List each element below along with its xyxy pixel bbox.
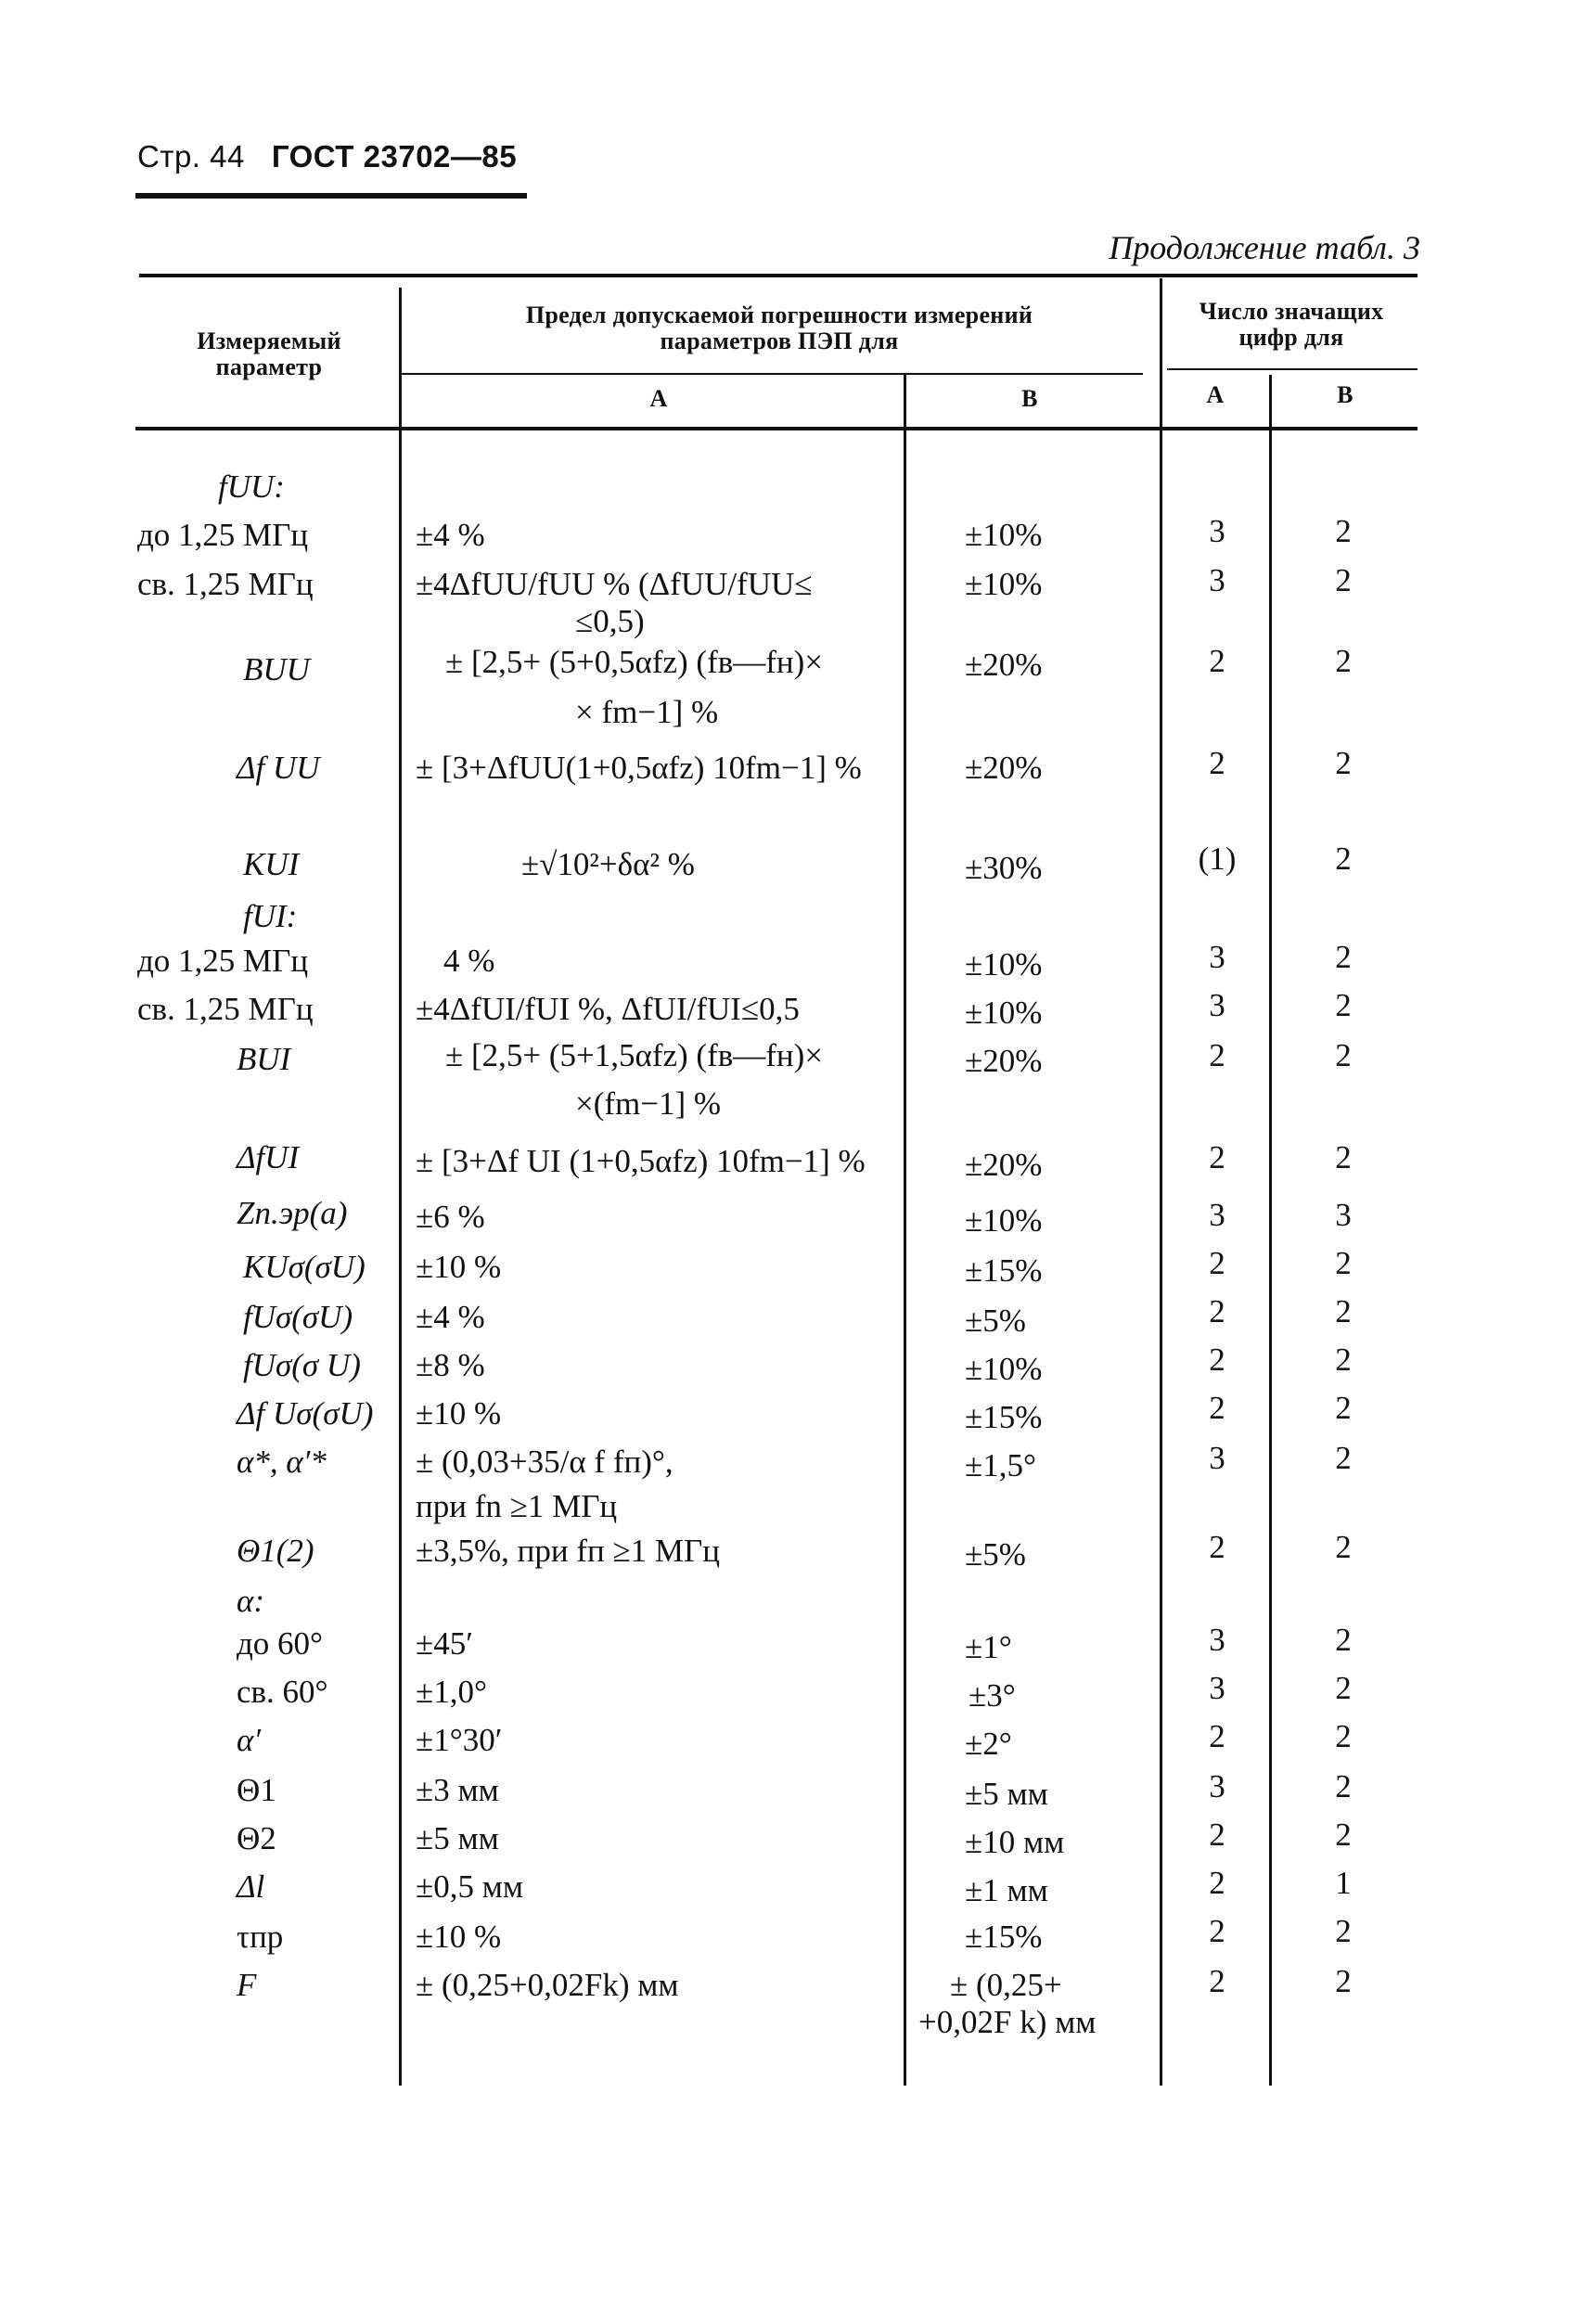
row-limit-a: ±0,5 мм bbox=[416, 1868, 524, 1905]
row-digits-b: 2 bbox=[1335, 1817, 1352, 1853]
header-significant-digits: Число значащих цифр для bbox=[1199, 298, 1384, 351]
row-digits-b: 2 bbox=[1335, 1529, 1352, 1565]
row-digits-b: 2 bbox=[1335, 1718, 1352, 1754]
row-limit-b: ±20% bbox=[965, 1147, 1043, 1183]
row-limit-a: ± [3+Δf UI (1+0,5αfz) 10fm−1] % bbox=[416, 1143, 866, 1179]
row-limit-b: ±10 мм bbox=[965, 1824, 1065, 1860]
row-param: до 1,25 МГц bbox=[137, 943, 309, 979]
row-limit-b: ±20% bbox=[965, 1043, 1043, 1079]
row-digits-b: 2 bbox=[1335, 745, 1352, 781]
row-digits-b: 2 bbox=[1335, 513, 1352, 549]
row-digits-a: (1) bbox=[1198, 841, 1237, 877]
row-digits-b: 2 bbox=[1335, 841, 1352, 877]
row-digits-a: 3 bbox=[1209, 1768, 1225, 1804]
row-limit-b: ±10% bbox=[965, 946, 1043, 982]
row-limit-b: ± (0,25+ bbox=[950, 1967, 1062, 2003]
row-limit-a: ± [2,5+ (5+1,5αfz) (fв—fн)× bbox=[445, 1037, 824, 1073]
row-digits-b: 2 bbox=[1335, 643, 1352, 679]
header-limit-a: А bbox=[649, 385, 668, 412]
row-param: Δf UU bbox=[237, 750, 320, 786]
row-digits-a: 3 bbox=[1209, 1622, 1225, 1658]
row-digits-b: 2 bbox=[1335, 1670, 1352, 1706]
col-divider-1 bbox=[399, 288, 402, 2086]
row-digits-a: 2 bbox=[1209, 1817, 1225, 1853]
table-continuation-label: Продолжение табл. 3 bbox=[1109, 229, 1420, 266]
header-digits-a: А bbox=[1206, 381, 1225, 408]
row-limit-a: ± [3+ΔfUU(1+0,5αfz) 10fm−1] % bbox=[416, 750, 862, 786]
row-limit-a: ± (0,25+0,02Fk) мм bbox=[416, 1967, 679, 2003]
row-digits-a: 2 bbox=[1209, 1718, 1225, 1754]
row-digits-b: 2 bbox=[1335, 1139, 1352, 1175]
row-digits-a: 2 bbox=[1209, 1245, 1225, 1281]
row-param: fUσ(σ U) bbox=[243, 1347, 361, 1383]
row-limit-b: ±1° bbox=[965, 1629, 1012, 1665]
row-digits-a: 2 bbox=[1209, 1963, 1225, 1999]
row-digits-b: 3 bbox=[1335, 1197, 1352, 1233]
row-limit-a: ±1°30′ bbox=[416, 1722, 503, 1758]
row-limit-a: ±8 % bbox=[416, 1347, 485, 1383]
col-divider-3 bbox=[1160, 278, 1162, 2086]
row-digits-b: 2 bbox=[1335, 1037, 1352, 1073]
row-digits-a: 3 bbox=[1209, 987, 1225, 1023]
row-param: BUU bbox=[243, 651, 310, 687]
row-digits-a: 2 bbox=[1209, 1342, 1225, 1378]
row-limit-b-cont: +0,02F k) мм bbox=[918, 2004, 1097, 2040]
row-param: fUU: bbox=[218, 469, 285, 505]
row-limit-a: ±6 % bbox=[416, 1199, 485, 1235]
row-limit-b: ±1,5° bbox=[965, 1447, 1036, 1483]
row-limit-a-cont: при fn ≥1 МГц bbox=[416, 1488, 618, 1524]
row-limit-b: ±10% bbox=[965, 517, 1043, 553]
row-digits-b: 2 bbox=[1335, 1342, 1352, 1378]
digits-subheader-rule bbox=[1167, 368, 1418, 370]
row-limit-a: ±4 % bbox=[416, 1299, 485, 1335]
header-measured-parameter: Измеряемый параметр bbox=[197, 327, 341, 380]
row-limit-a: ±10 % bbox=[416, 1249, 502, 1285]
row-param: до 60° bbox=[237, 1625, 324, 1662]
row-param: α*, α′* bbox=[237, 1444, 327, 1480]
row-param: св. 1,25 МГц bbox=[137, 991, 314, 1027]
row-param: KUσ(σU) bbox=[243, 1249, 366, 1285]
row-param: α′ bbox=[237, 1722, 262, 1758]
row-limit-b: ±20% bbox=[965, 750, 1043, 786]
row-param: τпр bbox=[237, 1919, 284, 1955]
row-limit-a: ±√10²+δα² % bbox=[521, 846, 695, 882]
row-param: fUI: bbox=[243, 898, 298, 934]
row-digits-b: 2 bbox=[1335, 939, 1352, 975]
col-divider-4 bbox=[1269, 375, 1272, 2086]
standard-id: ГОСТ 23702—85 bbox=[271, 139, 518, 173]
row-limit-b: ±15% bbox=[965, 1919, 1043, 1955]
row-limit-b: ±30% bbox=[965, 850, 1043, 886]
row-param: до 1,25 МГц bbox=[137, 517, 309, 553]
row-param: ΔfUI bbox=[237, 1139, 300, 1175]
row-digits-b: 2 bbox=[1335, 1768, 1352, 1804]
row-digits-a: 3 bbox=[1209, 1440, 1225, 1476]
row-digits-b: 2 bbox=[1335, 1293, 1352, 1329]
row-digits-b: 2 bbox=[1335, 1440, 1352, 1476]
row-limit-b: ±5% bbox=[965, 1536, 1026, 1573]
row-limit-a: ±1,0° bbox=[416, 1674, 487, 1710]
page-number: Стр. 44 bbox=[137, 139, 245, 173]
row-digits-a: 2 bbox=[1209, 1390, 1225, 1426]
row-digits-a: 2 bbox=[1209, 745, 1225, 781]
row-digits-a: 3 bbox=[1209, 562, 1225, 598]
row-limit-a: 4 % bbox=[443, 943, 495, 979]
row-limit-b: ±10% bbox=[965, 566, 1043, 602]
row-limit-a: ±4ΔfUU/fUU % (ΔfUU/fUU≤ bbox=[416, 566, 813, 602]
row-digits-a: 3 bbox=[1209, 513, 1225, 549]
col-divider-2 bbox=[904, 375, 906, 2086]
row-param: Θ2 bbox=[237, 1820, 276, 1856]
row-digits-a: 3 bbox=[1209, 1670, 1225, 1706]
row-digits-b: 2 bbox=[1335, 1390, 1352, 1426]
row-limit-b: ±3° bbox=[969, 1677, 1016, 1714]
row-limit-a: ±4 % bbox=[416, 517, 485, 553]
header-error-limit: Предел допускаемой погрешности измерений параметров ПЭП для bbox=[525, 302, 1033, 354]
row-digits-a: 2 bbox=[1209, 1139, 1225, 1175]
limit-subheader-rule bbox=[401, 373, 1143, 375]
row-limit-b: ±15% bbox=[965, 1399, 1043, 1435]
row-digits-b: 1 bbox=[1335, 1865, 1352, 1901]
row-limit-a: ±10 % bbox=[416, 1919, 502, 1955]
header-digits-b: В bbox=[1337, 381, 1353, 408]
row-param: α: bbox=[237, 1583, 265, 1619]
row-limit-a: ±45′ bbox=[416, 1625, 473, 1662]
row-limit-b: ±20% bbox=[965, 647, 1043, 683]
row-digits-a: 2 bbox=[1209, 1293, 1225, 1329]
row-limit-a: ±3 мм bbox=[416, 1772, 499, 1808]
row-digits-a: 3 bbox=[1209, 1197, 1225, 1233]
row-limit-a-cont: ≤0,5) bbox=[575, 603, 645, 639]
row-digits-b: 2 bbox=[1335, 987, 1352, 1023]
row-limit-a: ±3,5%, при fп ≥1 МГц bbox=[416, 1533, 721, 1569]
row-digits-b: 2 bbox=[1335, 1913, 1352, 1949]
row-limit-a: ± (0,03+35/α f fп)°, bbox=[416, 1444, 674, 1480]
row-limit-b: ±10% bbox=[965, 995, 1043, 1031]
row-limit-b: ±10% bbox=[965, 1351, 1043, 1387]
row-param: Δl bbox=[237, 1868, 265, 1905]
row-digits-b: 2 bbox=[1335, 1963, 1352, 1999]
row-param: BUI bbox=[237, 1041, 291, 1077]
row-digits-b: 2 bbox=[1335, 562, 1352, 598]
row-digits-a: 2 bbox=[1209, 1913, 1225, 1949]
row-limit-b: ±2° bbox=[965, 1726, 1012, 1762]
row-digits-a: 2 bbox=[1209, 643, 1225, 679]
table-header-bottom-rule bbox=[135, 427, 1418, 430]
row-limit-b: ±1 мм bbox=[965, 1872, 1048, 1908]
row-digits-b: 2 bbox=[1335, 1622, 1352, 1658]
row-limit-a: ±10 % bbox=[416, 1395, 502, 1432]
row-param: Δf Uσ(σU) bbox=[237, 1395, 374, 1432]
row-limit-a-cont: ×(fm−1] % bbox=[575, 1085, 722, 1122]
row-limit-a: ± [2,5+ (5+0,5αfz) (fв—fн)× bbox=[445, 644, 824, 680]
header-limit-b: В bbox=[1021, 385, 1038, 412]
row-param: Zп.эp(a) bbox=[237, 1195, 348, 1231]
row-limit-a: ±4ΔfUI/fUI %, ΔfUI/fUI≤0,5 bbox=[416, 991, 800, 1027]
row-param: KUI bbox=[243, 846, 300, 882]
row-limit-b: ±10% bbox=[965, 1202, 1043, 1239]
row-digits-a: 2 bbox=[1209, 1865, 1225, 1901]
row-param: св. 60° bbox=[237, 1674, 328, 1710]
row-param: F bbox=[237, 1967, 257, 2003]
row-limit-b: ±5% bbox=[965, 1303, 1026, 1339]
row-digits-b: 2 bbox=[1335, 1245, 1352, 1281]
header-underline bbox=[135, 193, 527, 199]
row-param: fUσ(σU) bbox=[243, 1299, 353, 1335]
row-limit-a-cont: × fm−1] % bbox=[575, 694, 719, 730]
row-limit-a: ±5 мм bbox=[416, 1820, 499, 1856]
row-digits-a: 2 bbox=[1209, 1037, 1225, 1073]
row-limit-b: ±15% bbox=[965, 1252, 1043, 1289]
row-digits-a: 3 bbox=[1209, 939, 1225, 975]
row-limit-b: ±5 мм bbox=[965, 1776, 1048, 1812]
row-param: св. 1,25 МГц bbox=[137, 566, 314, 602]
page-header bbox=[137, 139, 517, 174]
row-param: Θ1(2) bbox=[237, 1533, 314, 1569]
row-param: Θ1 bbox=[237, 1772, 276, 1808]
table-top-rule bbox=[139, 274, 1418, 277]
row-digits-a: 2 bbox=[1209, 1529, 1225, 1565]
